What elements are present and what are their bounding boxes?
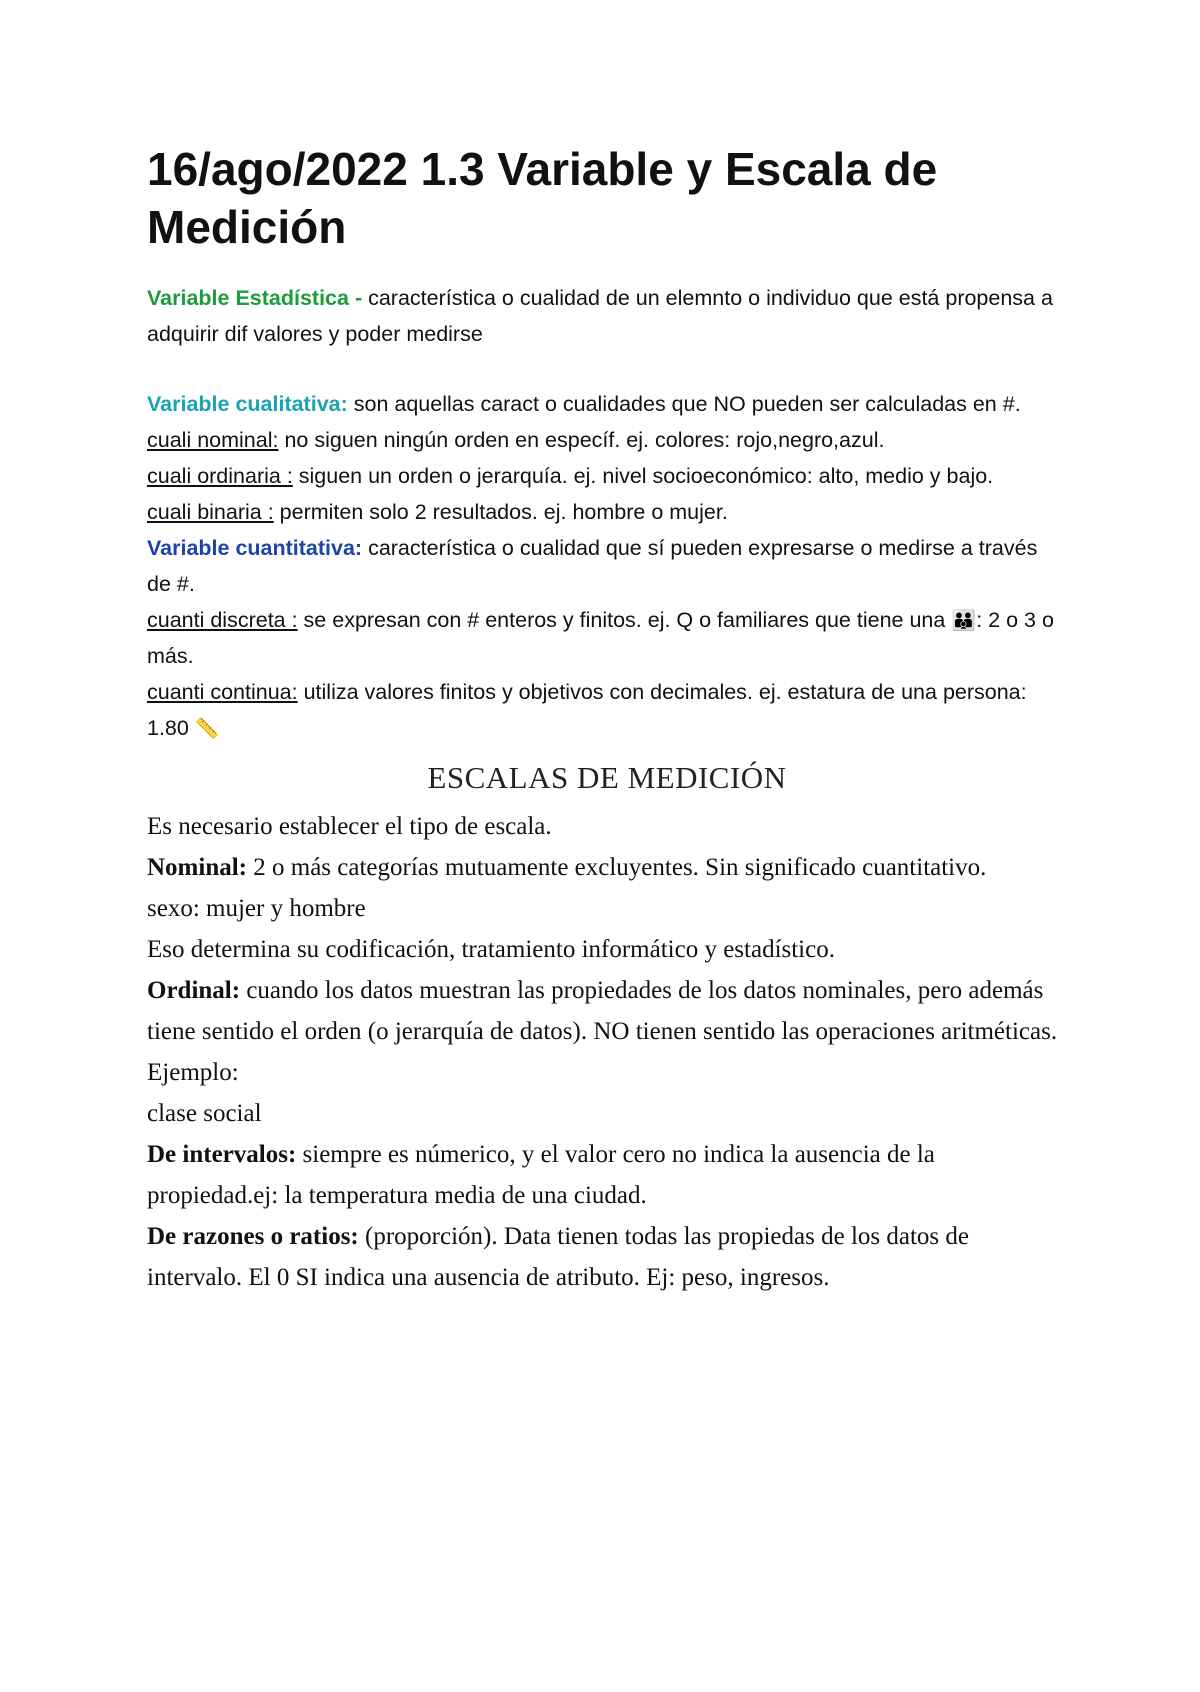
document-page bbox=[147, 140, 1067, 1298]
text-intervalos: siempre es númerico, y el valor cero no indica la ausencia de la propiedad.ej: la temperatura media de una ciudad. bbox=[147, 1141, 935, 1209]
escalas-intro: Es necesario establecer el tipo de escala. bbox=[147, 813, 552, 840]
label-cuanti-discreta: cuanti discreta : bbox=[147, 608, 298, 632]
paragraph-cuali-binaria bbox=[147, 494, 1067, 530]
paragraph-ordinal bbox=[147, 970, 1067, 1052]
ejemplo-value: clase social bbox=[147, 1100, 262, 1127]
paragraph-cuali-nominal bbox=[147, 422, 1067, 458]
text-cuanti-continua: utiliza valores finitos y objetivos con decimales. ej. estatura de una persona: 1.80 bbox=[147, 680, 1027, 740]
paragraph-variable-estadistica bbox=[147, 280, 1067, 352]
label-cuali-ordinaria: cuali ordinaria : bbox=[147, 464, 293, 488]
paragraph-variable-cuantitativa bbox=[147, 530, 1067, 602]
escalas-heading: ESCALAS DE MEDICIÓN bbox=[427, 760, 787, 795]
text-cuali-ordinaria: siguen un orden o jerarquía. ej. nivel socioeconómico: alto, medio y bajo. bbox=[292, 464, 994, 488]
ruler-icon: 📏 bbox=[194, 716, 220, 740]
label-cuanti-continua: cuanti continua: bbox=[147, 680, 298, 704]
paragraph-cuanti-continua bbox=[147, 674, 1067, 746]
text-nominal: 2 o más categorías mutuamente excluyentes. Sin significado cuantitativo. bbox=[247, 854, 987, 881]
text-variable-cualitativa: son aquellas caract o cualidades que NO pueden ser calculadas en #. bbox=[347, 392, 1021, 416]
label-nominal: Nominal: bbox=[147, 854, 247, 881]
label-cuali-binaria: cuali binaria : bbox=[147, 500, 274, 524]
text-cuali-binaria: permiten solo 2 resultados. ej. hombre o mujer. bbox=[273, 500, 728, 524]
nominal-example: sexo: mujer y hombre bbox=[147, 895, 366, 922]
page-title: 16/ago/2022 1.3 Variable y Escala de Medición bbox=[147, 143, 938, 253]
label-cuali-nominal: cuali nominal: bbox=[147, 428, 279, 452]
text-cuanti-discreta-b: : 2 o 3 o más. bbox=[147, 608, 1054, 668]
label-variable-cualitativa: Variable cualitativa: bbox=[147, 392, 348, 416]
spacer bbox=[147, 352, 1067, 386]
label-ordinal: Ordinal: bbox=[147, 977, 241, 1004]
escalas-section bbox=[147, 806, 1067, 1298]
label-variable-estadistica: Variable Estadística - bbox=[147, 286, 363, 310]
paragraph-variable-cualitativa bbox=[147, 386, 1067, 422]
nominal-note: Eso determina su codificación, tratamiento informático y estadístico. bbox=[147, 936, 835, 963]
text-cuali-nominal: no siguen ningún orden en específ. ej. colores: rojo,negro,azul. bbox=[278, 428, 885, 452]
text-ordinal: cuando los datos muestran las propiedades de los datos nominales, pero además tiene sentido el orden (o jerarquía de datos). NO tienen sentido las operaciones aritméticas. bbox=[147, 977, 1058, 1045]
ejemplo-label: Ejemplo: bbox=[147, 1059, 239, 1086]
text-cuanti-discreta-a: se expresan con # enteros y finitos. ej. Q o familiares que tiene una bbox=[297, 608, 952, 632]
paragraph-intervalos bbox=[147, 1134, 1067, 1216]
paragraph-cuali-ordinaria bbox=[147, 458, 1067, 494]
variables-section bbox=[147, 280, 1067, 746]
text-variable-cuantitativa: característica o cualidad que sí pueden expresarse o medirse a través de #. bbox=[147, 536, 1038, 596]
label-variable-cuantitativa: Variable cuantitativa: bbox=[147, 536, 363, 560]
paragraph-cuanti-discreta bbox=[147, 602, 1067, 674]
family-icon: 👪 bbox=[951, 608, 977, 632]
text-variable-estadistica: característica o cualidad de un elemnto o individuo que está propensa a adquirir dif valores y poder medirse bbox=[147, 286, 1053, 346]
paragraph-nominal bbox=[147, 847, 1067, 888]
label-razones: De razones o ratios: bbox=[147, 1223, 359, 1250]
text-razones: (proporción). Data tienen todas las propiedas de los datos de intervalo. El 0 SI indica una ausencia de atributo. Ej: peso, ingresos. bbox=[147, 1223, 969, 1291]
label-intervalos: De intervalos: bbox=[147, 1141, 297, 1168]
paragraph-razones bbox=[147, 1216, 1067, 1298]
